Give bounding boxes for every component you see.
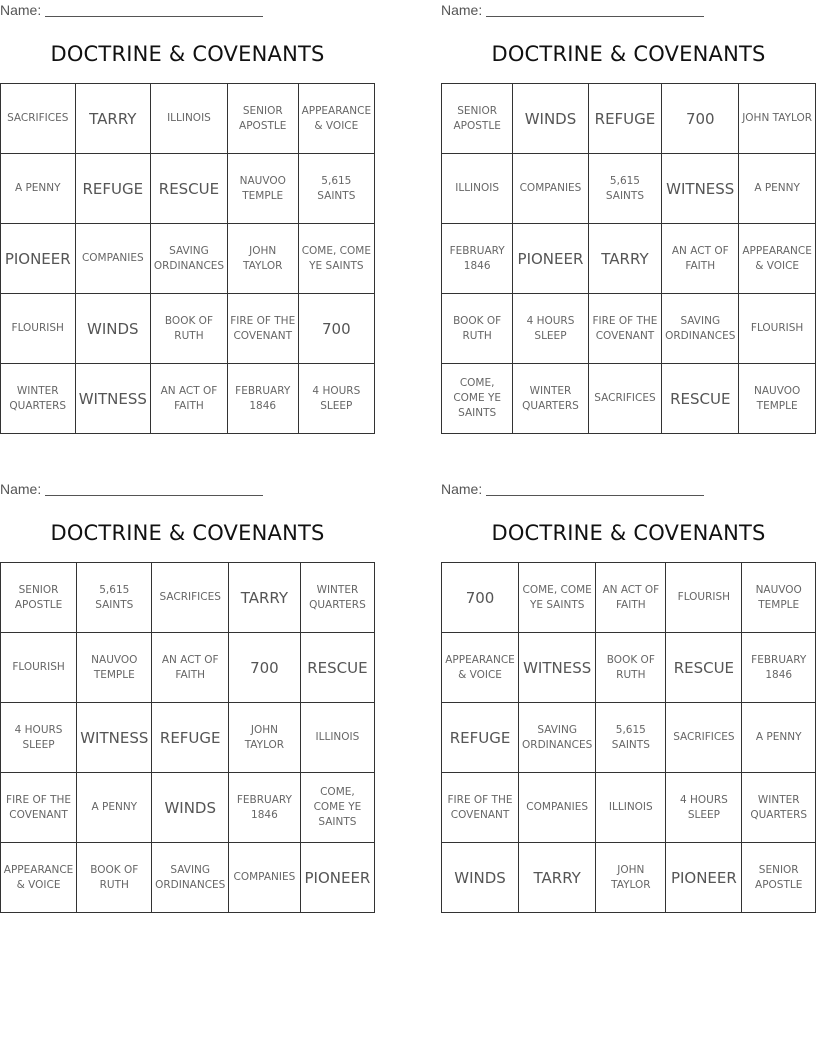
bingo-cell[interactable]: APPEARANCE & VOICE [739,224,816,294]
grid-row [1,843,375,913]
bingo-cell[interactable]: AN ACT OF FAITH [151,364,228,434]
card-title: DOCTRINE & COVENANTS [50,42,325,66]
bingo-cell[interactable]: NAUVOO TEMPLE [739,364,816,434]
bingo-cell[interactable]: A PENNY [739,154,816,224]
bingo-cell[interactable]: COME, COME YE SAINTS [519,563,596,633]
bingo-cell[interactable]: NAUVOO TEMPLE [742,563,816,633]
bingo-cell[interactable]: NAUVOO TEMPLE [77,633,152,703]
bingo-cell[interactable]: TARRY [228,563,300,633]
name-label: Name: [0,481,42,497]
bingo-cell[interactable]: PIONEER [666,843,742,913]
card-title: DOCTRINE & COVENANTS [491,521,766,545]
bingo-cell[interactable]: FEBRUARY 1846 [442,224,513,294]
bingo-cell[interactable]: COME, COME YE SAINTS [442,364,513,434]
bingo-cell[interactable]: SACRIFICES [1,84,76,154]
bingo-grid [0,83,375,434]
bingo-cell[interactable]: WINDS [442,843,519,913]
bingo-cell[interactable]: FIRE OF THE COVENANT [227,294,298,364]
grid-row [1,364,375,434]
name-underline[interactable] [45,481,263,496]
grid-row [442,633,816,703]
bingo-grid [441,562,816,913]
bingo-cell[interactable]: JOHN TAYLOR [739,84,816,154]
bingo-cell[interactable]: FLOURISH [739,294,816,364]
bingo-cell[interactable]: SAVING ORDINANCES [152,843,229,913]
bingo-cell[interactable]: SENIOR APOSTLE [742,843,816,913]
bingo-cell[interactable]: WITNESS [77,703,152,773]
bingo-grid [0,562,375,913]
bingo-cell[interactable]: AN ACT OF FAITH [662,224,739,294]
name-field [0,481,263,497]
grid-row [1,773,375,843]
bingo-cell[interactable]: FLOURISH [1,294,76,364]
grid-row [442,843,816,913]
bingo-cell[interactable]: SACRIFICES [588,364,662,434]
bingo-cell[interactable]: WINTER QUARTERS [1,364,76,434]
name-underline[interactable] [45,2,263,17]
bingo-cell[interactable]: COMPANIES [228,843,300,913]
bingo-cell[interactable]: BOOK OF RUTH [77,843,152,913]
bingo-cell[interactable]: COMPANIES [75,224,151,294]
bingo-cell[interactable]: TARRY [519,843,596,913]
name-label: Name: [0,2,42,18]
bingo-cell[interactable]: REFUGE [588,84,662,154]
bingo-cell[interactable]: SENIOR APOSTLE [227,84,298,154]
bingo-cell[interactable]: SENIOR APOSTLE [442,84,513,154]
bingo-cell[interactable]: PIONEER [1,224,76,294]
bingo-cell[interactable]: SENIOR APOSTLE [1,563,77,633]
bingo-cell[interactable]: APPEARANCE & VOICE [442,633,519,703]
bingo-cell[interactable]: ILLINOIS [151,84,228,154]
bingo-cell[interactable]: PIONEER [300,843,374,913]
grid-row [442,563,816,633]
bingo-cell[interactable]: BOOK OF RUTH [442,294,513,364]
bingo-cell[interactable]: FIRE OF THE COVENANT [1,773,77,843]
grid-row [442,703,816,773]
name-label: Name: [441,2,483,18]
bingo-cell[interactable]: 700 [228,633,300,703]
bingo-cell[interactable]: FLOURISH [666,563,742,633]
bingo-cell[interactable]: APPEARANCE & VOICE [298,84,374,154]
card-title: DOCTRINE & COVENANTS [491,42,766,66]
grid-row [442,773,816,843]
grid-row [442,154,816,224]
grid-row [1,154,375,224]
bingo-cell[interactable]: AN ACT OF FAITH [152,633,229,703]
bingo-cell[interactable]: WINDS [513,84,588,154]
name-underline[interactable] [486,2,704,17]
bingo-cell[interactable]: FEBRUARY 1846 [227,364,298,434]
bingo-cell[interactable]: JOHN TAYLOR [228,703,300,773]
grid-row [1,563,375,633]
name-field [441,2,704,18]
bingo-cell[interactable]: REFUGE [75,154,151,224]
bingo-cell[interactable]: JOHN TAYLOR [596,843,666,913]
bingo-cell[interactable]: ILLINOIS [442,154,513,224]
grid-row [442,84,816,154]
card-title: DOCTRINE & COVENANTS [50,521,325,545]
bingo-cell[interactable]: AN ACT OF FAITH [596,563,666,633]
bingo-cell[interactable]: COME, COME YE SAINTS [298,224,374,294]
bingo-cell[interactable]: WINTER QUARTERS [742,773,816,843]
bingo-cell[interactable]: 5,615 SAINTS [77,563,152,633]
bingo-cell[interactable]: 5,615 SAINTS [588,154,662,224]
bingo-cell[interactable]: WITNESS [662,154,739,224]
bingo-cell[interactable]: RESCUE [151,154,228,224]
name-field [0,2,263,18]
grid-row [442,224,816,294]
grid-row [1,84,375,154]
bingo-cell[interactable]: WITNESS [519,633,596,703]
bingo-cell[interactable]: REFUGE [442,703,519,773]
bingo-cell[interactable]: 700 [662,84,739,154]
grid-row [1,633,375,703]
bingo-cell[interactable]: SACRIFICES [152,563,229,633]
bingo-cell[interactable]: NAUVOO TEMPLE [227,154,298,224]
bingo-cell[interactable]: APPEARANCE & VOICE [1,843,77,913]
bingo-cell[interactable]: WINTER QUARTERS [513,364,588,434]
bingo-cell[interactable]: SAVING ORDINANCES [662,294,739,364]
bingo-cell[interactable]: REFUGE [152,703,229,773]
grid-row [1,224,375,294]
bingo-cell[interactable]: SAVING ORDINANCES [519,703,596,773]
grid-row [1,703,375,773]
bingo-cell[interactable]: WINDS [75,294,151,364]
bingo-cell[interactable]: FIRE OF THE COVENANT [588,294,662,364]
bingo-cell[interactable]: PIONEER [513,224,588,294]
bingo-cell[interactable]: BOOK OF RUTH [151,294,228,364]
bingo-grid [441,83,816,434]
bingo-cell[interactable]: RESCUE [662,364,739,434]
bingo-cell[interactable]: FIRE OF THE COVENANT [442,773,519,843]
bingo-cell[interactable]: TARRY [75,84,151,154]
bingo-cell[interactable]: BOOK OF RUTH [596,633,666,703]
bingo-cell[interactable]: 4 HOURS SLEEP [1,703,77,773]
grid-row [1,294,375,364]
bingo-cell[interactable]: TARRY [588,224,662,294]
bingo-cell[interactable]: JOHN TAYLOR [227,224,298,294]
bingo-cell[interactable]: SACRIFICES [666,703,742,773]
bingo-cell[interactable]: 5,615 SAINTS [298,154,374,224]
bingo-cell[interactable]: WINDS [152,773,229,843]
name-label: Name: [441,481,483,497]
bingo-cell[interactable]: WITNESS [75,364,151,434]
bingo-cell[interactable]: FEBRUARY 1846 [228,773,300,843]
bingo-cell[interactable]: SAVING ORDINANCES [151,224,228,294]
bingo-cell[interactable]: ILLINOIS [596,773,666,843]
bingo-cell[interactable]: 4 HOURS SLEEP [513,294,588,364]
bingo-cell[interactable]: FEBRUARY 1846 [742,633,816,703]
bingo-cell[interactable]: COMPANIES [519,773,596,843]
grid-row [442,364,816,434]
bingo-cell[interactable]: WINTER QUARTERS [300,563,374,633]
bingo-cell[interactable]: ILLINOIS [300,703,374,773]
bingo-cell[interactable]: COMPANIES [513,154,588,224]
bingo-cell[interactable]: 700 [298,294,374,364]
bingo-cell[interactable]: A PENNY [742,703,816,773]
bingo-cell[interactable]: RESCUE [300,633,374,703]
bingo-cell[interactable]: A PENNY [1,154,76,224]
bingo-cell[interactable]: 4 HOURS SLEEP [298,364,374,434]
name-field [441,481,704,497]
grid-row [442,294,816,364]
bingo-cell[interactable]: 4 HOURS SLEEP [666,773,742,843]
name-underline[interactable] [486,481,704,496]
bingo-cell[interactable]: FLOURISH [1,633,77,703]
bingo-cell[interactable]: 5,615 SAINTS [596,703,666,773]
bingo-cell[interactable]: 700 [442,563,519,633]
bingo-cell[interactable]: RESCUE [666,633,742,703]
bingo-cell[interactable]: COME, COME YE SAINTS [300,773,374,843]
bingo-cell[interactable]: A PENNY [77,773,152,843]
